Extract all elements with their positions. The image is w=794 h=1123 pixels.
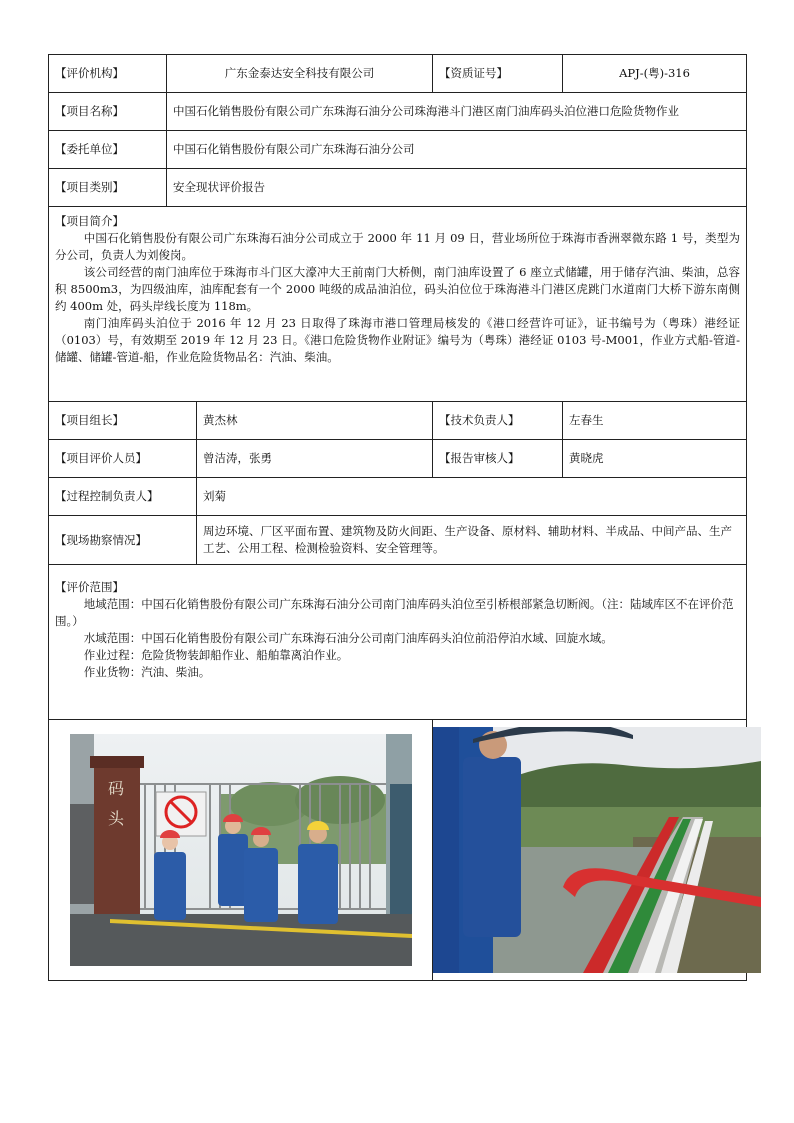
photo-cell-gate bbox=[49, 720, 433, 981]
project-type-label: 【项目类别】 bbox=[49, 169, 167, 207]
client-label: 【委托单位】 bbox=[49, 131, 167, 169]
project-type-value: 安全现状评价报告 bbox=[167, 169, 747, 207]
evaluation-scope bbox=[49, 565, 747, 720]
org-label: 【评价机构】 bbox=[49, 55, 167, 93]
project-name-value: 中国石化销售股份有限公司广东珠海石油分公司珠海港斗门港区南门油库码头泊位港口危险货物作业 bbox=[167, 93, 747, 131]
gate-pillar-char: 码 bbox=[107, 779, 124, 798]
cert-label: 【资质证号】 bbox=[433, 55, 563, 93]
reviewer-value: 黄晓虎 bbox=[563, 440, 747, 478]
gate-pillar-char: 头 bbox=[107, 809, 124, 828]
scope-process: 作业过程：危险货物装卸船作业、船舶靠离泊作业。 bbox=[83, 648, 349, 662]
scope-title: 【评价范围】 bbox=[55, 580, 124, 594]
evaluators-label: 【项目评价人员】 bbox=[49, 440, 197, 478]
project-intro bbox=[49, 207, 747, 402]
info-table bbox=[48, 54, 747, 981]
leader-value: 黄杰林 bbox=[197, 402, 433, 440]
site-survey-label: 【现场勘察情况】 bbox=[49, 516, 197, 565]
scope-land: 地域范围：中国石化销售股份有限公司广东珠海石油分公司南门油库码头泊位至引桥根部紧急切断阀。（注：陆域库区不在评价范围。） bbox=[55, 597, 734, 628]
project-name-label: 【项目名称】 bbox=[49, 93, 167, 131]
intro-paragraph: 该公司经营的南门油库位于珠海市斗门区大濠冲大王前南门大桥侧，南门油库设置了 6 座立式储罐，用于储存汽油、柴油，总容积 8500m3，为四级油库，油库配套有一个 2000 吨级的成品油泊位，码头泊位位于珠海港斗门港区虎跳门水道南门大桥下游东南侧约 400m 处，码头岸线长度为 118m。 bbox=[55, 265, 740, 313]
leader-label: 【项目组长】 bbox=[49, 402, 197, 440]
site-photo-pipeline bbox=[433, 727, 761, 973]
tech-lead-label: 【技术负责人】 bbox=[433, 402, 563, 440]
process-control-label: 【过程控制负责人】 bbox=[49, 478, 197, 516]
photo-cell-pipeline bbox=[433, 720, 747, 981]
reviewer-label: 【报告审核人】 bbox=[433, 440, 563, 478]
org-value: 广东金泰达安全科技有限公司 bbox=[167, 55, 433, 93]
client-value: 中国石化销售股份有限公司广东珠海石油分公司 bbox=[167, 131, 747, 169]
report-form bbox=[48, 54, 746, 981]
intro-paragraph: 南门油库码头泊位于 2016 年 12 月 23 日取得了珠海市港口管理局核发的《港口经营许可证》，证书编号为（粤珠）港经证（0103）号，有效期至 2019 年 12 月 23 日。《港口危险货物作业附证》编号为（粤珠）港经证 0103 号-M001，作业方式船-管道-储罐、储罐-管道-船，作业危险货物品名：汽油、柴油。 bbox=[55, 316, 740, 364]
site-photo-gate bbox=[70, 734, 412, 966]
scope-cargo: 作业货物：汽油、柴油。 bbox=[83, 665, 211, 679]
scope-water: 水域范围：中国石化销售股份有限公司广东珠海石油分公司南门油库码头泊位前沿停泊水域、回旋水域。 bbox=[83, 631, 613, 645]
cert-value: APJ-(粤)-316 bbox=[563, 55, 747, 93]
tech-lead-value: 左春生 bbox=[563, 402, 747, 440]
site-survey-value: 周边环境、厂区平面布置、建筑物及防火间距、生产设备、原材料、辅助材料、半成品、中间产品、生产工艺、公用工程、检测检验资料、安全管理等。 bbox=[197, 516, 747, 565]
intro-paragraph: 中国石化销售股份有限公司广东珠海石油分公司成立于 2000 年 11 月 09 日，营业场所位于珠海市香洲翠微东路 1 号，类型为分公司，负责人为刘俊岗。 bbox=[55, 231, 740, 262]
evaluators-value: 曾洁涛，张勇 bbox=[197, 440, 433, 478]
intro-title: 【项目简介】 bbox=[55, 214, 124, 228]
process-control-value: 刘菊 bbox=[197, 478, 747, 516]
